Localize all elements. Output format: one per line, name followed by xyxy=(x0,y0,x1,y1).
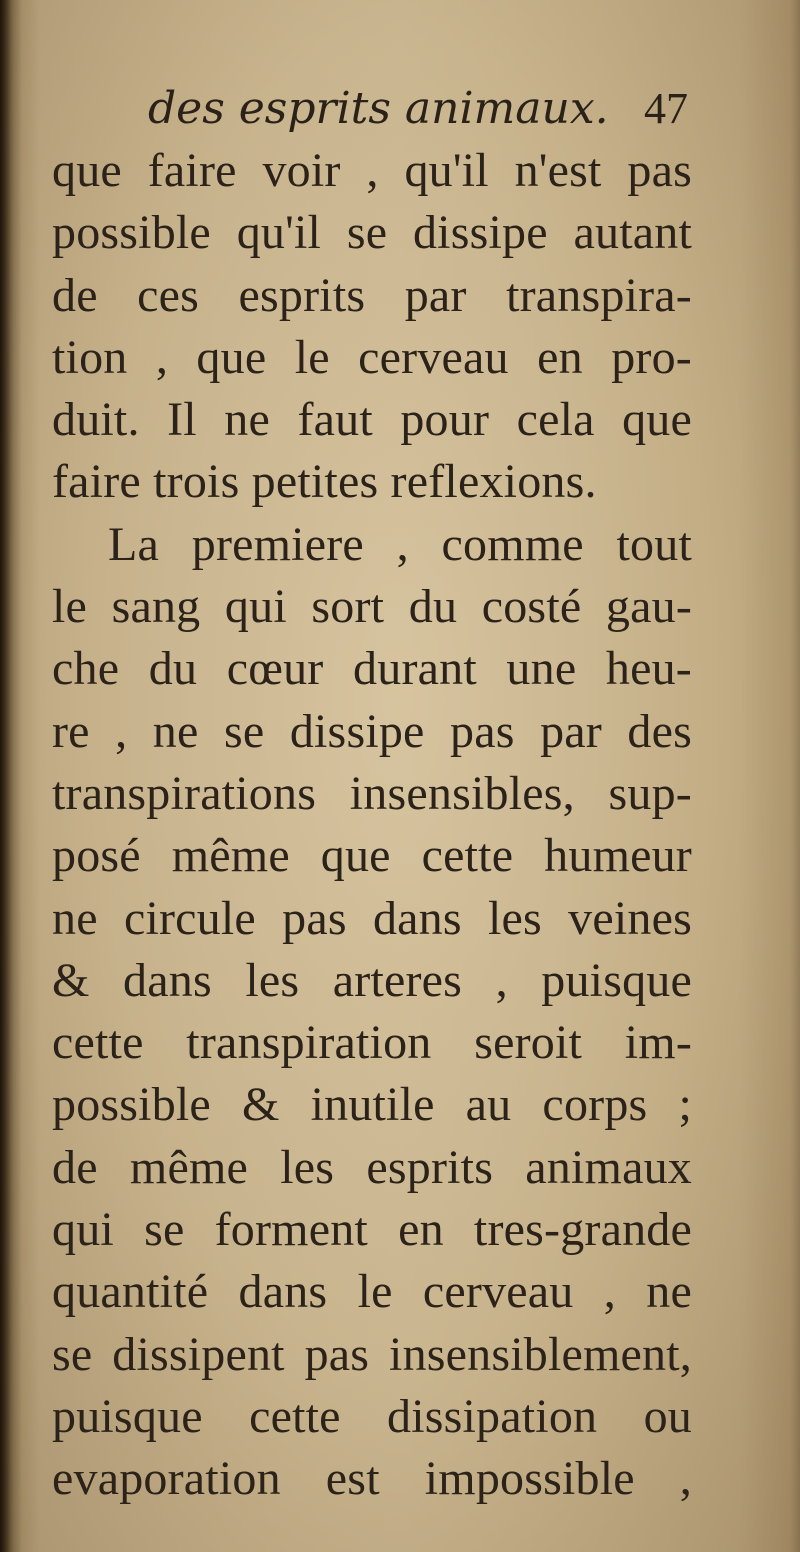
text-line: & dans les arteres , puisque xyxy=(52,953,692,1007)
text-line: possible & inutile au corps ; xyxy=(52,1078,692,1132)
page-header xyxy=(148,78,688,140)
text-line: re , ne se dissipe pas par des xyxy=(52,704,692,758)
page-number: 47 xyxy=(644,84,688,133)
text-line: duit. Il ne faut pour cela que xyxy=(52,393,692,447)
text-line: ne circule pas dans les veines xyxy=(52,891,692,945)
text-line: evaporation est impossible , xyxy=(52,1452,692,1506)
text-line: che du cœur durant une heu- xyxy=(52,642,692,696)
text-line: transpirations insensibles, sup- xyxy=(52,766,692,820)
text-line: La premiere , comme tout xyxy=(108,517,692,571)
text-line: possible qu'il se dissipe autant xyxy=(52,206,692,260)
text-line: de même les esprits animaux xyxy=(52,1140,692,1194)
text-line: le sang qui sort du costé gau- xyxy=(52,580,692,634)
text-line: quantité dans le cerveau , ne xyxy=(52,1265,692,1319)
text-line: se dissipent pas insensiblement, xyxy=(52,1327,692,1381)
text-line: puisque cette dissipation ou xyxy=(52,1389,692,1443)
text-line: cette transpiration seroit im- xyxy=(52,1016,692,1070)
spine-shadow xyxy=(0,0,22,1552)
text-line: posé même que cette humeur xyxy=(52,829,692,883)
text-line: de ces esprits par transpira- xyxy=(52,268,692,322)
body-text xyxy=(52,140,692,1511)
text-line: que faire voir , qu'il n'est pas xyxy=(52,144,692,197)
text-line: tion , que le cerveau en pro- xyxy=(52,330,692,384)
text-line: qui se forment en tres-grande xyxy=(52,1203,692,1257)
running-title: des esprits animaux. xyxy=(148,83,609,134)
text-line: faire trois petites reflexions. xyxy=(52,455,597,509)
